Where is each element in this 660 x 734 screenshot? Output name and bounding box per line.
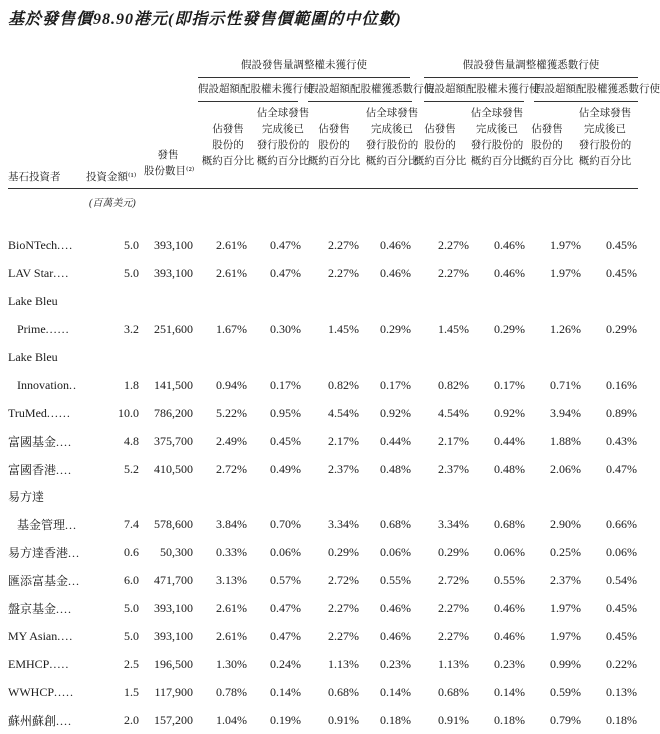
leader-dots: ..... xyxy=(54,684,74,699)
percentage-cell: 2.72% xyxy=(438,573,469,588)
investor-name-text: EMHCP xyxy=(8,656,50,671)
leader-dots: ...... xyxy=(46,405,71,420)
percentage-cell: 0.48% xyxy=(380,461,411,476)
hdr-line: 概約百分比 xyxy=(307,156,361,167)
sub-header-overallotment-fully-exercised-b: 假設超額配股權獲悉數行使 xyxy=(534,84,660,95)
percentage-cell: 0.82% xyxy=(328,377,359,392)
percentage-cell: 0.48% xyxy=(494,461,525,476)
percentage-cell: 2.27% xyxy=(328,628,359,643)
percentage-cell: 2.06% xyxy=(550,461,581,476)
col-header-pct-offer-3 xyxy=(412,122,468,170)
percentage-cell: 0.43% xyxy=(606,433,637,448)
investor-name xyxy=(0,427,101,455)
percentage-cell: 0.47% xyxy=(270,601,301,616)
investment-amount: 7.4 xyxy=(124,517,139,532)
hdr-line: 概約百分比 xyxy=(520,156,574,167)
percentage-cell: 0.47% xyxy=(606,461,637,476)
percentage-cell: 0.95% xyxy=(270,405,301,420)
offer-shares: 786,200 xyxy=(154,405,193,420)
percentage-cell: 2.27% xyxy=(438,601,469,616)
percentage-cell: 0.13% xyxy=(606,684,637,699)
percentage-cell: 0.79% xyxy=(550,712,581,727)
offer-shares: 393,100 xyxy=(154,266,193,281)
investor-name-text: MY Asian xyxy=(8,628,58,643)
percentage-cell: 4.54% xyxy=(438,405,469,420)
leader-dots: .... xyxy=(57,238,74,253)
percentage-cell: 0.45% xyxy=(606,628,637,643)
hdr-line: 佔全球發售 xyxy=(578,108,632,119)
leader-dots: .. xyxy=(69,377,77,392)
percentage-cell: 0.14% xyxy=(494,684,525,699)
percentage-cell: 1.13% xyxy=(328,656,359,671)
sub-header-overallotment-fully-exercised: 假設超額配股權獲悉數行使 xyxy=(308,84,434,95)
investor-name xyxy=(0,260,101,288)
percentage-cell: 1.04% xyxy=(216,712,247,727)
percentage-cell: 2.37% xyxy=(438,461,469,476)
table-row xyxy=(0,539,637,567)
percentage-cell: 0.94% xyxy=(216,377,247,392)
percentage-cell: 0.78% xyxy=(216,684,247,699)
investor-name-text: 蘇州蘇創 xyxy=(8,713,57,728)
investor-name-text: 易方達香港 xyxy=(8,546,69,561)
percentage-cell: 0.17% xyxy=(270,377,301,392)
investor-name-text: Innovation xyxy=(17,377,69,392)
investment-amount: 5.0 xyxy=(124,238,139,253)
investor-name-text: 盤京基金 xyxy=(8,602,57,617)
investor-name xyxy=(0,650,101,678)
col-header-amount: 投資金額⁽¹⁾ xyxy=(86,172,137,183)
offer-shares: 141,500 xyxy=(154,377,193,392)
table-row xyxy=(0,232,637,260)
percentage-cell: 1.45% xyxy=(438,322,469,337)
table-row xyxy=(0,678,637,706)
percentage-cell: 0.06% xyxy=(270,545,301,560)
leader-dots: .... xyxy=(53,266,70,281)
percentage-cell: 2.72% xyxy=(216,461,247,476)
amount-unit: (百萬美元) xyxy=(89,198,136,209)
hdr-line: 股份的 xyxy=(531,140,563,151)
investor-name xyxy=(0,399,101,427)
percentage-cell: 0.29% xyxy=(438,545,469,560)
table-row xyxy=(0,371,637,399)
percentage-cell: 0.19% xyxy=(270,712,301,727)
percentage-cell: 2.27% xyxy=(438,238,469,253)
percentage-cell: 2.27% xyxy=(438,266,469,281)
percentage-cell: 0.18% xyxy=(606,712,637,727)
col-header-pct-offer-2 xyxy=(306,122,362,170)
investor-name-text: LAV Star xyxy=(8,266,54,281)
percentage-cell: 0.46% xyxy=(494,601,525,616)
percentage-cell: 0.47% xyxy=(270,628,301,643)
percentage-cell: 3.34% xyxy=(328,517,359,532)
investor-name xyxy=(0,706,101,734)
percentage-cell: 0.23% xyxy=(380,656,411,671)
sub-rule-2 xyxy=(308,101,412,102)
percentage-cell: 0.70% xyxy=(270,517,301,532)
percentage-cell: 1.88% xyxy=(550,433,581,448)
hdr-line: 佔發售 xyxy=(531,124,563,135)
percentage-cell: 0.14% xyxy=(380,684,411,699)
hdr-line: 完成後已 xyxy=(584,124,626,135)
percentage-cell: 3.84% xyxy=(216,517,247,532)
percentage-cell: 0.06% xyxy=(606,545,637,560)
percentage-cell: 0.06% xyxy=(380,545,411,560)
col-header-pct-global-4 xyxy=(572,106,638,170)
offer-shares: 157,200 xyxy=(154,712,193,727)
investment-amount: 0.6 xyxy=(124,545,139,560)
table-row xyxy=(0,260,637,288)
percentage-cell: 0.45% xyxy=(606,266,637,281)
hdr-line: 發行股份的 xyxy=(365,140,419,151)
percentage-cell: 0.45% xyxy=(606,601,637,616)
leader-dots: ...... xyxy=(45,322,70,337)
percentage-cell: 1.67% xyxy=(216,322,247,337)
investor-name xyxy=(0,232,101,260)
percentage-cell: 0.49% xyxy=(270,461,301,476)
percentage-cell: 0.44% xyxy=(380,433,411,448)
percentage-cell: 2.49% xyxy=(216,433,247,448)
investor-name-text: BioNTech xyxy=(8,238,58,253)
percentage-cell: 0.29% xyxy=(606,322,637,337)
sub-rule-3 xyxy=(424,101,524,102)
investor-name-line1: 易方達 xyxy=(8,490,45,505)
table-row xyxy=(0,650,637,678)
percentage-cell: 0.68% xyxy=(380,517,411,532)
leader-dots: .... xyxy=(57,628,74,643)
percentage-cell: 2.17% xyxy=(328,433,359,448)
hdr-line: 發行股份的 xyxy=(256,140,310,151)
percentage-cell: 3.94% xyxy=(550,405,581,420)
hdr-line: 概約百分比 xyxy=(413,156,467,167)
hdr-line: 佔發售 xyxy=(318,124,350,135)
investment-amount: 4.8 xyxy=(124,433,139,448)
investment-amount: 2.5 xyxy=(124,656,139,671)
investment-amount: 5.0 xyxy=(124,601,139,616)
percentage-cell: 2.37% xyxy=(328,461,359,476)
hdr-line: 股份的 xyxy=(318,140,350,151)
investment-amount: 10.0 xyxy=(118,405,139,420)
percentage-cell: 0.23% xyxy=(494,656,525,671)
investor-name-text: 富國基金 xyxy=(8,434,57,449)
hdr-line: 概約百分比 xyxy=(365,156,419,167)
percentage-cell: 2.61% xyxy=(216,601,247,616)
percentage-cell: 1.97% xyxy=(550,238,581,253)
table-row xyxy=(0,455,637,483)
table-row xyxy=(0,706,637,734)
percentage-cell: 0.47% xyxy=(270,266,301,281)
group-rule-a xyxy=(198,77,410,78)
offer-shares: 251,600 xyxy=(154,322,193,337)
investment-amount: 5.0 xyxy=(124,628,139,643)
offer-shares: 117,900 xyxy=(154,684,193,699)
percentage-cell: 0.46% xyxy=(494,238,525,253)
hdr-line: 概約百分比 xyxy=(256,156,310,167)
percentage-cell: 0.66% xyxy=(606,517,637,532)
hdr-line: 股份的 xyxy=(212,140,244,151)
hdr-line: 概約百分比 xyxy=(578,156,632,167)
percentage-cell: 2.27% xyxy=(328,601,359,616)
table-row-label xyxy=(0,288,637,316)
investor-name xyxy=(0,678,101,706)
percentage-cell: 2.27% xyxy=(438,628,469,643)
percentage-cell: 1.97% xyxy=(550,266,581,281)
leader-dots: .... xyxy=(56,713,73,728)
hdr-line: 完成後已 xyxy=(262,124,304,135)
hdr-line: 佔發售 xyxy=(424,124,456,135)
percentage-cell: 0.22% xyxy=(606,656,637,671)
investor-name-text: WWHCP xyxy=(8,684,54,699)
hdr-line: 概約百分比 xyxy=(201,156,255,167)
sub-rule-4 xyxy=(534,101,638,102)
hdr-line: 完成後已 xyxy=(476,124,518,135)
investment-amount: 2.0 xyxy=(124,712,139,727)
percentage-cell: 3.13% xyxy=(216,573,247,588)
percentage-cell: 1.26% xyxy=(550,322,581,337)
offer-shares: 393,100 xyxy=(154,628,193,643)
percentage-cell: 2.72% xyxy=(328,573,359,588)
percentage-cell: 0.24% xyxy=(270,656,301,671)
header-underline xyxy=(8,188,638,189)
investor-name xyxy=(0,371,101,399)
percentage-cell: 0.71% xyxy=(550,377,581,392)
percentage-cell: 0.18% xyxy=(494,712,525,727)
percentage-cell: 2.37% xyxy=(550,573,581,588)
percentage-cell: 0.46% xyxy=(380,601,411,616)
percentage-cell: 0.99% xyxy=(550,656,581,671)
percentage-cell: 0.91% xyxy=(328,712,359,727)
percentage-cell: 0.16% xyxy=(606,377,637,392)
investment-amount: 3.2 xyxy=(124,322,139,337)
percentage-cell: 0.14% xyxy=(270,684,301,699)
percentage-cell: 0.68% xyxy=(494,517,525,532)
hdr-line: 佔發售 xyxy=(212,124,244,135)
offer-shares: 196,500 xyxy=(154,656,193,671)
percentage-cell: 0.06% xyxy=(494,545,525,560)
sub-rule-1 xyxy=(198,101,298,102)
table-row xyxy=(0,316,637,344)
offer-shares: 578,600 xyxy=(154,517,193,532)
investment-amount: 1.8 xyxy=(124,377,139,392)
percentage-cell: 4.54% xyxy=(328,405,359,420)
offer-shares: 50,300 xyxy=(160,545,193,560)
leader-dots: .... xyxy=(56,602,73,617)
offer-shares: 393,100 xyxy=(154,601,193,616)
table-row xyxy=(0,399,637,427)
percentage-cell: 3.34% xyxy=(438,517,469,532)
investor-name xyxy=(0,622,101,650)
percentage-cell: 0.68% xyxy=(438,684,469,699)
cornerstone-table xyxy=(0,232,637,734)
percentage-cell: 0.29% xyxy=(380,322,411,337)
percentage-cell: 0.46% xyxy=(380,266,411,281)
offer-shares: 375,700 xyxy=(154,433,193,448)
leader-dots: .... xyxy=(56,434,73,449)
percentage-cell: 0.46% xyxy=(494,266,525,281)
hdr-line: 發行股份的 xyxy=(578,140,632,151)
col-header-investor: 基石投資者 xyxy=(8,172,61,183)
percentage-cell: 0.17% xyxy=(380,377,411,392)
percentage-cell: 0.18% xyxy=(380,712,411,727)
percentage-cell: 0.17% xyxy=(494,377,525,392)
percentage-cell: 0.25% xyxy=(550,545,581,560)
percentage-cell: 2.61% xyxy=(216,628,247,643)
percentage-cell: 1.30% xyxy=(216,656,247,671)
offer-shares: 471,700 xyxy=(154,573,193,588)
col-header-pct-offer-4 xyxy=(519,122,575,170)
leader-dots: .... xyxy=(56,462,73,477)
table-body xyxy=(0,232,637,734)
percentage-cell: 0.47% xyxy=(270,238,301,253)
col-header-shares-line1: 發售 xyxy=(157,150,179,161)
percentage-cell: 1.45% xyxy=(328,322,359,337)
percentage-cell: 1.97% xyxy=(550,601,581,616)
percentage-cell: 0.46% xyxy=(494,628,525,643)
percentage-cell: 0.92% xyxy=(380,405,411,420)
percentage-cell: 2.17% xyxy=(438,433,469,448)
percentage-cell: 1.97% xyxy=(550,628,581,643)
table-row xyxy=(0,622,637,650)
investor-name-text: 基金管理 xyxy=(17,518,66,533)
percentage-cell: 2.61% xyxy=(216,266,247,281)
investor-name xyxy=(0,595,101,623)
percentage-cell: 2.90% xyxy=(550,517,581,532)
hdr-line: 佔全球發售 xyxy=(470,108,524,119)
investor-name-text: 匯添富基金 xyxy=(8,574,69,589)
percentage-cell: 1.13% xyxy=(438,656,469,671)
percentage-cell: 0.68% xyxy=(328,684,359,699)
table-row xyxy=(0,595,637,623)
table-row-label xyxy=(0,344,637,372)
leader-dots: ... xyxy=(65,518,78,533)
percentage-cell: 2.61% xyxy=(216,238,247,253)
percentage-cell: 0.82% xyxy=(438,377,469,392)
investor-name-text: 富國香港 xyxy=(8,462,57,477)
table-row-label xyxy=(0,483,637,511)
group-header-not-exercised: 假設發售量調整權未獲行使 xyxy=(241,60,367,71)
col-header-pct-offer-1 xyxy=(200,122,256,170)
percentage-cell: 0.45% xyxy=(270,433,301,448)
table-row xyxy=(0,427,637,455)
percentage-cell: 0.92% xyxy=(494,405,525,420)
col-header-shares xyxy=(144,148,195,180)
offer-shares: 393,100 xyxy=(154,238,193,253)
percentage-cell: 0.44% xyxy=(494,433,525,448)
percentage-cell: 2.27% xyxy=(328,266,359,281)
investor-name xyxy=(0,539,101,567)
hdr-line: 完成後已 xyxy=(371,124,413,135)
investor-name-line1: Lake Bleu xyxy=(8,294,58,309)
percentage-cell: 0.55% xyxy=(380,573,411,588)
investor-name xyxy=(0,316,101,344)
sub-header-overallotment-not-exercised: 假設超額配股權未獲行使 xyxy=(198,84,314,95)
group-rule-b xyxy=(424,77,638,78)
hdr-line: 概約百分比 xyxy=(470,156,524,167)
percentage-cell: 0.33% xyxy=(216,545,247,560)
percentage-cell: 0.54% xyxy=(606,573,637,588)
investor-name-text: Prime xyxy=(17,322,46,337)
hdr-line: 股份的 xyxy=(424,140,456,151)
percentage-cell: 0.91% xyxy=(438,712,469,727)
percentage-cell: 5.22% xyxy=(216,405,247,420)
leader-dots: ..... xyxy=(49,656,70,671)
offer-shares: 410,500 xyxy=(154,461,193,476)
investor-name-line1: Lake Bleu xyxy=(8,350,58,364)
investor-name xyxy=(0,455,101,483)
percentage-cell: 0.29% xyxy=(328,545,359,560)
investment-amount: 6.0 xyxy=(124,573,139,588)
hdr-line: 佔全球發售 xyxy=(365,108,419,119)
percentage-cell: 0.57% xyxy=(270,573,301,588)
investment-amount: 5.2 xyxy=(124,461,139,476)
table-row xyxy=(0,567,637,595)
table-row xyxy=(0,511,637,539)
percentage-cell: 0.55% xyxy=(494,573,525,588)
hdr-line: 發行股份的 xyxy=(470,140,524,151)
percentage-cell: 0.30% xyxy=(270,322,301,337)
hdr-line: 佔全球發售 xyxy=(256,108,310,119)
percentage-cell: 0.46% xyxy=(380,628,411,643)
percentage-cell: 0.59% xyxy=(550,684,581,699)
percentage-cell: 0.46% xyxy=(380,238,411,253)
page-title: 基於發售價98.90港元(即指示性發售價範圍的中位數) xyxy=(8,11,402,28)
investment-amount: 5.0 xyxy=(124,266,139,281)
leader-dots: ... xyxy=(68,546,81,561)
percentage-cell: 0.45% xyxy=(606,238,637,253)
percentage-cell: 2.27% xyxy=(328,238,359,253)
sub-header-overallotment-not-exercised-b: 假設超額配股權未獲行使 xyxy=(424,84,540,95)
investor-name-text: TruMed xyxy=(8,405,47,420)
investment-amount: 1.5 xyxy=(124,684,139,699)
percentage-cell: 0.29% xyxy=(494,322,525,337)
investor-name xyxy=(0,567,101,595)
col-header-shares-line2: 股份數目⁽²⁾ xyxy=(144,166,195,177)
investor-name xyxy=(0,511,101,539)
leader-dots: ... xyxy=(68,574,81,589)
group-header-fully-exercised: 假設發售量調整權獲悉數行使 xyxy=(462,60,600,71)
percentage-cell: 0.89% xyxy=(606,405,637,420)
